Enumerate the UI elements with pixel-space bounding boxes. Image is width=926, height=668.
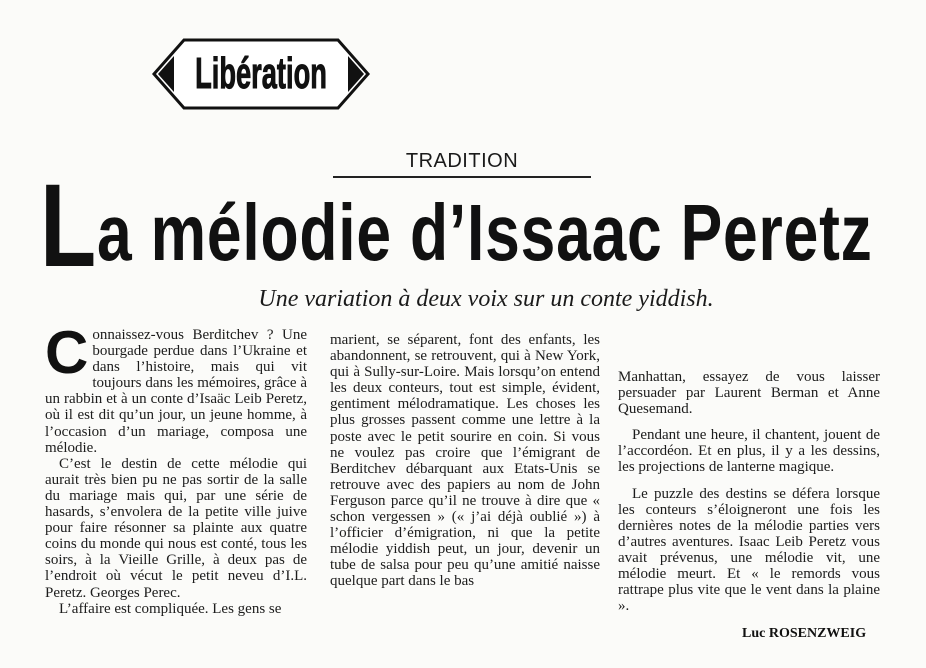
paragraph: marient, se séparent, font des enfants, les abandonnent, se retrouvent, qui à New York, qui à Sully-sur-Loire. Mais lorsqu’on entend les deux conteurs, tout est simple, évident, gentiment mélodramatique. Les choses les plus grosses passent comme une lettre à la poste avec le petit sourire en coin. Si vous ne voulez pas croire que l’émigrant de Berditchev débarquant aux Etats-Unis se retrouve avec des papiers au nom de John Ferguson parce qu’il ne trouve à dire que « schon vergessen » (« j’ai déjà oublié ») à l’officier d’émigration, ni que la petite mélodie yiddish peut, un jour, devenir un tube de salsa pour peu qu’une amitié naisse quelque part dans le bas: [330, 332, 600, 590]
paragraph: L’affaire est compliquée. Les gens se: [59, 600, 282, 617]
article-byline: Luc ROSENZWEIG: [742, 626, 867, 641]
article-column-3: [618, 369, 880, 614]
headline-initial: L: [40, 160, 98, 292]
article-deck: Une variation à deux voix sur un conte yiddish.: [258, 286, 714, 312]
liberation-logo-mark: [152, 36, 370, 112]
drop-cap: C: [45, 319, 89, 386]
headline-text: a mélodie d’Issaac Peretz: [97, 188, 873, 277]
logo-text: Libération: [195, 48, 327, 98]
paragraph: [45, 319, 307, 456]
article-kicker: TRADITION: [405, 150, 519, 172]
paragraph-text: onnaissez-vous Berditchev ? Une bourgade perdue dans l’Ukraine et dans l’histoire, mais qui vit toujours dans les mémoires, grâce à un rabbin et à un conte d’Isaäc Leib Peretz, où il est dit qu’un jour, un jeune homme, à l’occasion d’un mariage, composa une mélodie.: [45, 327, 307, 456]
paragraph: Le puzzle des destins se défera lorsque les conteurs s’éloigneront une fois les dernières notes de la mélodie parties vers d’autres aventures. Isaac Leib Peretz vous avait prévenus, une mélodie vit, une mélodie meurt. Et « le remords vous rattrape plus vite que le vent dans la plaine ».: [618, 485, 880, 615]
paragraph: Manhattan, essayez de vous laisser persuader par Laurent Berman et Anne Quesemand.: [618, 369, 880, 418]
liberation-logo: [152, 36, 370, 112]
paragraph: C’est le destin de cette mélodie qui aurait très bien pu ne pas sortir de la salle du mariage mais qui, par une série de hasards, s’envolera de la petite ville juive pour faire résonner sa plainte aux quatre coins du monde qui nous est conté, tous les soirs, à la Vieille Grille, à deux pas de l’endroit où vécut le petit neveu d’I.L. Peretz. Georges Perec.: [45, 455, 307, 601]
article-column-1: [45, 319, 307, 617]
paragraph: Pendant une heure, il chantent, jouent de l’accordéon. Et en plus, il y a les dessins, les projections de lanterne magique.: [618, 427, 880, 476]
article-column-2: [330, 332, 600, 590]
